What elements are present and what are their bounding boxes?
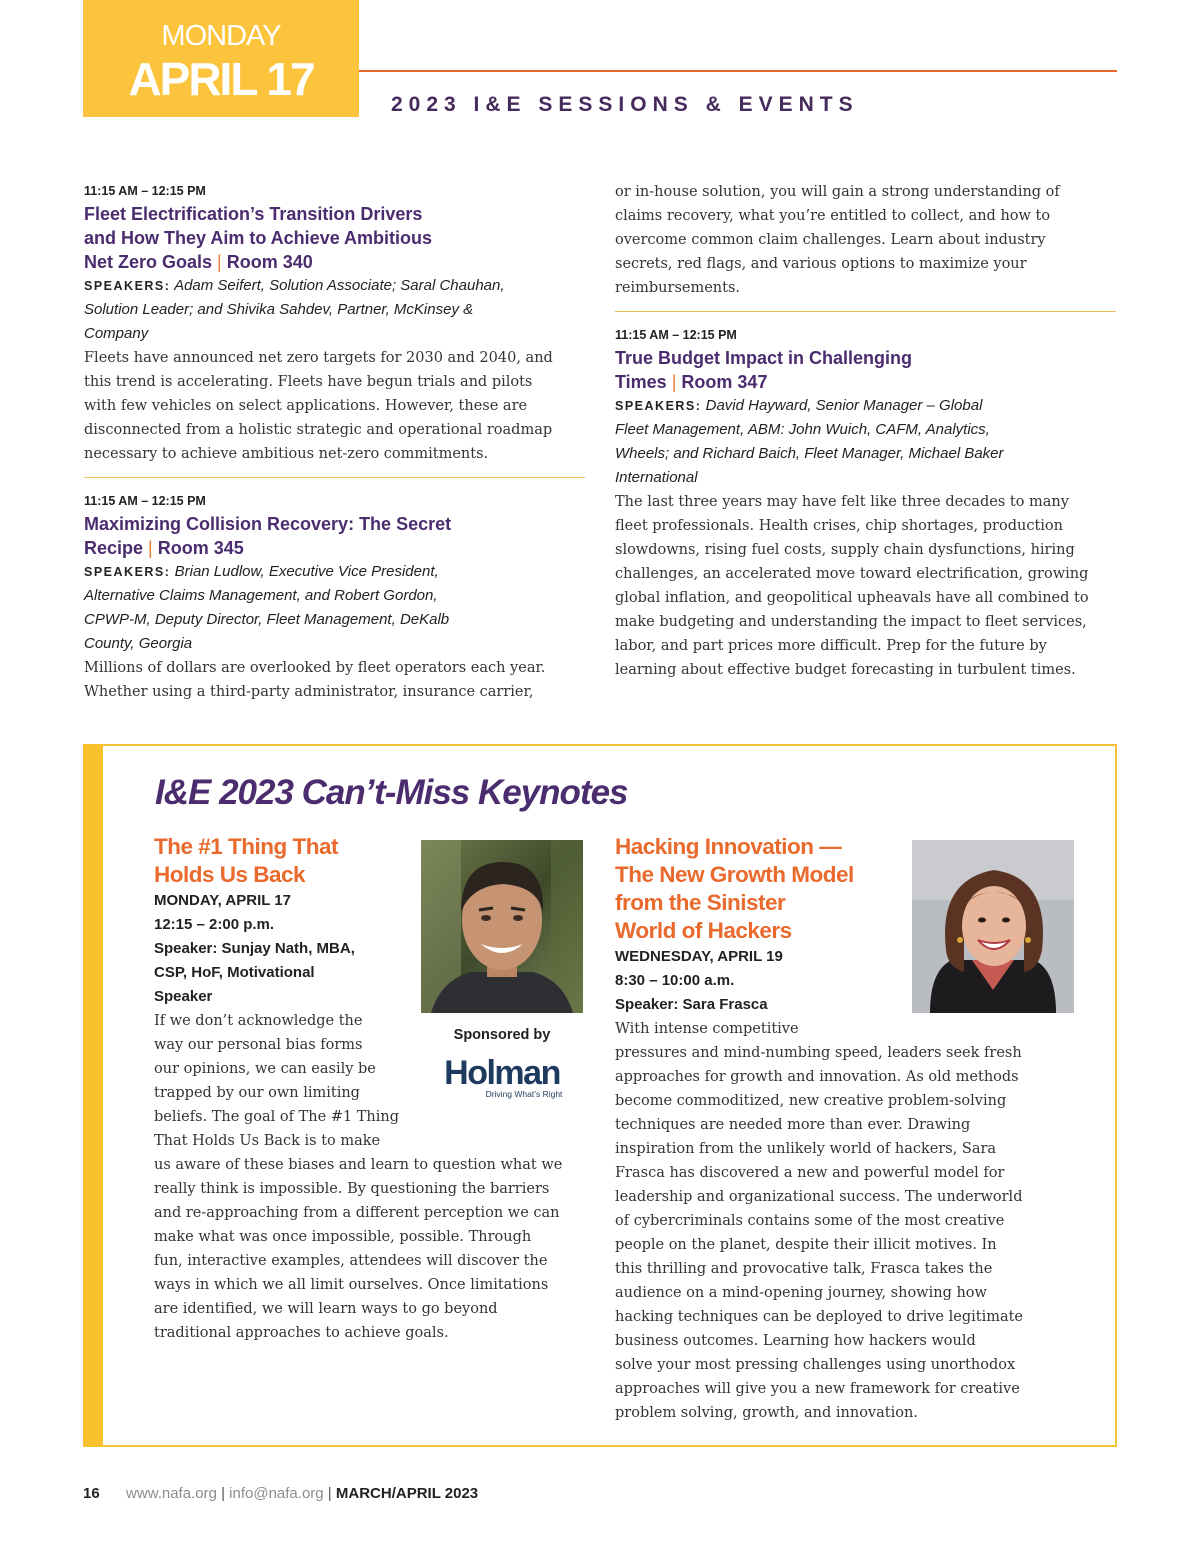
keynote-title-line: The New Growth Model (615, 862, 854, 887)
title-separator: | (671, 372, 677, 392)
speakers-line: Fleet Management, ABM: John Wuich, CAFM, Analytics, (615, 421, 990, 438)
description-line: solve your most pressing challenges using unorthodox (615, 1357, 1016, 1373)
session-room: Room 347 (681, 372, 768, 392)
description-line: approaches will give you a new framework for creative (615, 1381, 1020, 1397)
session-title-text: Times (615, 372, 667, 392)
session-description (84, 656, 587, 704)
description-line: disconnected from a holistic strategic and operational roadmap (84, 422, 553, 438)
session-description (615, 490, 1118, 682)
title-separator: | (217, 252, 222, 272)
session-speakers (84, 560, 587, 656)
description-line: challenges, an accelerated move toward electrification, growing (615, 566, 1089, 582)
speakers-label: SPEAKERS: (84, 279, 171, 293)
keynote-speaker: CSP, HoF, Motivational (154, 964, 315, 981)
keynote-date: MONDAY, APRIL 17 (154, 892, 291, 909)
keynote-speaker: Speaker: Sunjay Nath, MBA, (154, 940, 355, 957)
session-description (84, 346, 587, 466)
session-title-line: True Budget Impact in Challenging (615, 348, 913, 368)
description-line: If we don’t acknowledge the (154, 1013, 363, 1029)
session-room: Room 345 (157, 538, 244, 558)
session-title (84, 512, 587, 560)
session-3 (615, 324, 1118, 682)
session-1 (84, 180, 587, 466)
description-line: way our personal bias forms (154, 1037, 363, 1053)
keynote-date: WEDNESDAY, APRIL 19 (615, 948, 783, 965)
description-line: Whether using a third-party administrator, insurance carrier, (84, 684, 534, 700)
description-line: and re-approaching from a different perception we can (154, 1205, 560, 1221)
description-line: ways in which we all limit ourselves. Once limitations (154, 1277, 549, 1293)
speakers-line: Brian Ludlow, Executive Vice President, (174, 563, 439, 580)
session-title-line: Fleet Electrification’s Transition Drivers (84, 204, 423, 224)
footer-email-link[interactable]: info@nafa.org (229, 1485, 324, 1502)
footer-separator: | (221, 1485, 225, 1502)
session-2 (84, 490, 587, 704)
speakers-line: International (615, 469, 698, 486)
description-line: make what was once impossible, possible. Through (154, 1229, 532, 1245)
header-rule (359, 70, 1117, 72)
keynotes-heading: I&E 2023 Can’t-Miss Keynotes (155, 773, 628, 812)
session-divider (615, 311, 1116, 312)
keynote-title-line: World of Hackers (615, 918, 792, 943)
description-line: reimbursements. (615, 280, 741, 296)
speakers-line: Solution Leader; and Shivika Sahdev, Partner, McKinsey & (84, 301, 474, 318)
session-description (615, 180, 1118, 300)
session-title (84, 202, 587, 274)
session-title-text: Recipe (84, 538, 144, 558)
description-line: or in-house solution, you will gain a strong understanding of (615, 184, 1060, 200)
session-speakers (84, 274, 587, 346)
description-line: inspiration from the unlikely world of hackers, Sara (615, 1141, 997, 1157)
description-line: beliefs. The goal of The #1 Thing (154, 1109, 400, 1125)
session-2-continued (615, 180, 1118, 300)
footer-issue: MARCH/APRIL 2023 (335, 1485, 479, 1502)
speakers-line: CPWP-M, Deputy Director, Fleet Management, DeKalb (84, 611, 450, 628)
session-title-line: Maximizing Collision Recovery: The Secret (84, 514, 452, 534)
holman-logo (432, 1054, 572, 1102)
holman-tagline: Driving What’s Right (485, 1089, 563, 1099)
session-time: 11:15 AM – 12:15 PM (84, 184, 206, 198)
speakers-line: Alternative Claims Management, and Robert Gordon, (84, 587, 438, 604)
description-line: hacking techniques can be deployed to drive legitimate (615, 1309, 1024, 1325)
description-line: labor, and part prices more difficult. Prep for the future by (615, 638, 1047, 654)
description-line: That Holds Us Back is to make (154, 1133, 381, 1149)
description-line: are identified, we will learn ways to go beyond (154, 1301, 498, 1317)
session-speakers (615, 394, 1118, 490)
keynote-title-line: Hacking Innovation — (615, 834, 842, 859)
description-line: fun, interactive examples, attendees will discover the (154, 1253, 548, 1269)
date-banner (83, 0, 359, 117)
description-line: secrets, red flags, and various options to maximize your (615, 256, 1027, 272)
session-room: Room 340 (226, 252, 313, 272)
description-line: problem solving, growth, and innovation. (615, 1405, 918, 1421)
session-title-text: Net Zero Goals (84, 252, 213, 272)
description-line: learning about effective budget forecasting in turbulent times. (615, 662, 1076, 678)
session-title-line (84, 536, 587, 560)
speaker-photo-man (421, 840, 583, 1013)
description-line: overcome common claim challenges. Learn about industry (615, 232, 1046, 248)
speakers-label: SPEAKERS: (84, 565, 171, 579)
description-line: us aware of these biases and learn to question what we (154, 1157, 563, 1173)
speakers-label: SPEAKERS: (615, 399, 702, 413)
description-line: techniques are needed more than ever. Drawing (615, 1117, 971, 1133)
description-line: trapped by our own limiting (154, 1085, 360, 1101)
session-time: 11:15 AM – 12:15 PM (84, 494, 206, 508)
speaker-photo-woman (912, 840, 1074, 1013)
description-line: leadership and organizational success. The underworld (615, 1189, 1023, 1205)
keynote-time: 8:30 – 10:00 a.m. (615, 972, 735, 989)
description-line: with few vehicles on select applications. However, these are (84, 398, 528, 414)
session-title (615, 346, 1118, 394)
session-time: 11:15 AM – 12:15 PM (615, 328, 737, 342)
keynote-time: 12:15 – 2:00 p.m. (154, 916, 275, 933)
description-line: become commoditized, new creative problem-solving (615, 1093, 1007, 1109)
description-line: fleet professionals. Health crises, chip shortages, production (615, 518, 1063, 534)
footer-website-link[interactable]: www.nafa.org (126, 1485, 217, 1502)
keynote-description (615, 1017, 1075, 1425)
footer-separator: | (327, 1485, 332, 1502)
page-footer (83, 1485, 478, 1502)
description-line: Millions of dollars are overlooked by fleet operators each year. (84, 660, 546, 676)
date-day: MONDAY (161, 20, 281, 52)
description-line: this trend is accelerating. Fleets have begun trials and pilots (84, 374, 533, 390)
holman-wordmark: Holman (444, 1054, 560, 1092)
description-line: claims recovery, what you’re entitled to collect, and how to (615, 208, 1051, 224)
description-line: audience on a mind-opening journey, showing how (615, 1285, 987, 1301)
description-line: of cybercriminals contains some of the most creative (615, 1213, 1005, 1229)
keynote-speaker: Speaker (154, 988, 213, 1005)
description-line: Frasca has discovered a new and powerful model for (615, 1165, 1005, 1181)
description-line: global inflation, and geopolitical upheavals have all combined to (615, 590, 1089, 606)
speakers-line: County, Georgia (84, 635, 193, 652)
description-line: approaches for growth and innovation. As old methods (615, 1069, 1019, 1085)
title-separator: | (148, 538, 153, 558)
page-title: 2023 I&E SESSIONS & EVENTS (391, 93, 859, 116)
keynote-title-line: The #1 Thing That (154, 834, 339, 859)
description-line: The last three years may have felt like three decades to many (615, 494, 1069, 510)
description-line: pressures and mind-numbing speed, leaders seek fresh (615, 1045, 1022, 1061)
description-line: this thrilling and provocative talk, Frasca takes the (615, 1261, 993, 1277)
speakers-line: Company (84, 325, 149, 342)
date-date: APRIL 17 (128, 53, 314, 105)
description-line: people on the planet, despite their illicit motives. In (615, 1237, 997, 1253)
speakers-line: Wheels; and Richard Baich, Fleet Manager, Michael Baker (615, 445, 1004, 462)
description-line: really think is impossible. By questioning the barriers (154, 1181, 550, 1197)
description-line: Fleets have announced net zero targets for 2030 and 2040, and (84, 350, 553, 366)
description-line: make budgeting and understanding the impact to fleet services, (615, 614, 1087, 630)
description-line: slowdowns, rising fuel costs, supply chain dysfunctions, hiring (615, 542, 1075, 558)
keynote-speaker: Speaker: Sara Frasca (615, 996, 768, 1013)
description-line: necessary to achieve ambitious net-zero commitments. (84, 446, 489, 462)
description-line: With intense competitive (615, 1021, 799, 1037)
session-title-line (615, 370, 1118, 394)
description-line: traditional approaches to achieve goals. (154, 1325, 449, 1341)
speakers-line: David Hayward, Senior Manager – Global (705, 397, 983, 414)
description-line: our opinions, we can easily be (154, 1061, 376, 1077)
page-number: 16 (83, 1485, 100, 1502)
keynote-title-line: from the Sinister (615, 890, 786, 915)
keynote-title-line: Holds Us Back (154, 862, 306, 887)
speakers-line: Adam Seifert, Solution Associate; Saral Chauhan, (174, 277, 505, 294)
keynotes-accent-bar (83, 744, 103, 1447)
sponsored-by-label: Sponsored by (453, 1027, 551, 1043)
session-title-line: and How They Aim to Achieve Ambitious (84, 228, 433, 248)
session-divider (84, 477, 585, 478)
session-title-line (84, 250, 587, 274)
description-line: business outcomes. Learning how hackers would (615, 1333, 976, 1349)
